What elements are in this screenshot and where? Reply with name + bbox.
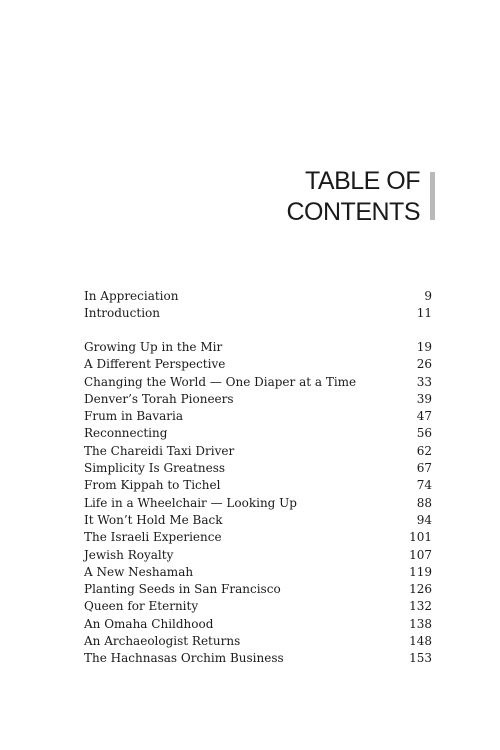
toc-entry-page: 101 <box>409 530 432 545</box>
page-title <box>287 166 421 228</box>
toc-entry-page: 67 <box>416 461 432 476</box>
toc-entry-page: 11 <box>416 306 432 321</box>
toc-entry[interactable] <box>84 581 432 598</box>
toc-entry[interactable] <box>84 288 432 305</box>
toc-entry-page: 94 <box>416 512 432 527</box>
toc-entry-title: The Hachnasas Orchim Business <box>84 651 284 666</box>
toc-entry-page: 153 <box>409 651 432 666</box>
chapter-list <box>84 339 432 668</box>
toc-entry[interactable] <box>84 305 432 322</box>
toc-entry-page: 148 <box>409 634 432 649</box>
toc-entry[interactable] <box>84 460 432 477</box>
toc-entry-page: 47 <box>416 409 432 424</box>
toc-entry-page: 107 <box>409 547 432 562</box>
toc-entry[interactable] <box>84 391 432 408</box>
toc-entry-title: A New Neshamah <box>84 564 194 579</box>
toc-entry[interactable] <box>84 477 432 494</box>
toc-entry[interactable] <box>84 529 432 546</box>
toc-entry[interactable] <box>84 495 432 512</box>
toc-entry[interactable] <box>84 564 432 581</box>
toc-entry[interactable] <box>84 443 432 460</box>
title-line-1: TABLE OF <box>304 167 420 195</box>
toc-entry[interactable] <box>84 374 432 391</box>
toc-entry[interactable] <box>84 650 432 667</box>
toc-entry-title: An Archaeologist Returns <box>84 634 241 649</box>
toc-entry-page: 62 <box>416 443 432 458</box>
toc-entry[interactable] <box>84 512 432 529</box>
title-line-2: CONTENTS <box>286 198 420 226</box>
toc-entry-title: Queen for Eternity <box>84 599 199 614</box>
toc-entry-title: Planting Seeds in San Francisco <box>84 582 281 597</box>
toc-entry-page: 126 <box>409 582 432 597</box>
toc-entry-title: The Israeli Experience <box>84 530 222 545</box>
toc-entry[interactable] <box>84 616 432 633</box>
toc-entry-title: Jewish Royalty <box>84 547 174 562</box>
front-matter-list <box>84 288 432 323</box>
toc-entry[interactable] <box>84 408 432 425</box>
toc-entry-page: 39 <box>416 391 432 406</box>
toc-entry-title: Growing Up in the Mir <box>84 340 223 354</box>
toc-entry-page: 19 <box>416 340 432 354</box>
toc-entry-title: Denver’s Torah Pioneers <box>84 391 234 406</box>
toc-entry-title: An Omaha Childhood <box>84 616 214 631</box>
toc-entry[interactable] <box>84 547 432 564</box>
toc-entry-page: 132 <box>409 599 432 614</box>
toc-entry-title: Changing the World — One Diaper at a Time <box>84 374 357 389</box>
toc-entry-page: 9 <box>424 289 432 303</box>
toc-entry-title: From Kippah to Tichel <box>84 478 221 493</box>
toc-entry-page: 88 <box>416 495 432 510</box>
toc-entry-title: Reconnecting <box>84 426 168 441</box>
toc-entry-title: Frum in Bavaria <box>84 409 183 424</box>
toc-entry-page: 56 <box>416 426 432 441</box>
toc-entry-title: It Won’t Hold Me Back <box>84 512 223 527</box>
toc-entry-title: Introduction <box>84 306 160 321</box>
title-accent-bar <box>430 172 435 220</box>
toc-entry-page: 119 <box>409 564 432 579</box>
toc-entry[interactable] <box>84 339 432 356</box>
toc-entry-title: A Different Perspective <box>84 357 226 372</box>
toc-entry-title: The Chareidi Taxi Driver <box>84 443 235 458</box>
toc-entry-title: Simplicity Is Greatness <box>84 461 226 476</box>
toc-entry-page: 138 <box>409 616 432 631</box>
toc-entry-page: 26 <box>416 357 432 372</box>
toc-entry[interactable] <box>84 425 432 442</box>
toc-entry[interactable] <box>84 598 432 615</box>
toc-entry-page: 33 <box>416 374 432 389</box>
toc-entry-page: 74 <box>416 478 432 493</box>
toc-entry-title: In Appreciation <box>84 289 179 303</box>
toc-entry[interactable] <box>84 633 432 650</box>
toc-entry-title: Life in a Wheelchair — Looking Up <box>84 495 297 510</box>
toc-entry[interactable] <box>84 356 432 373</box>
